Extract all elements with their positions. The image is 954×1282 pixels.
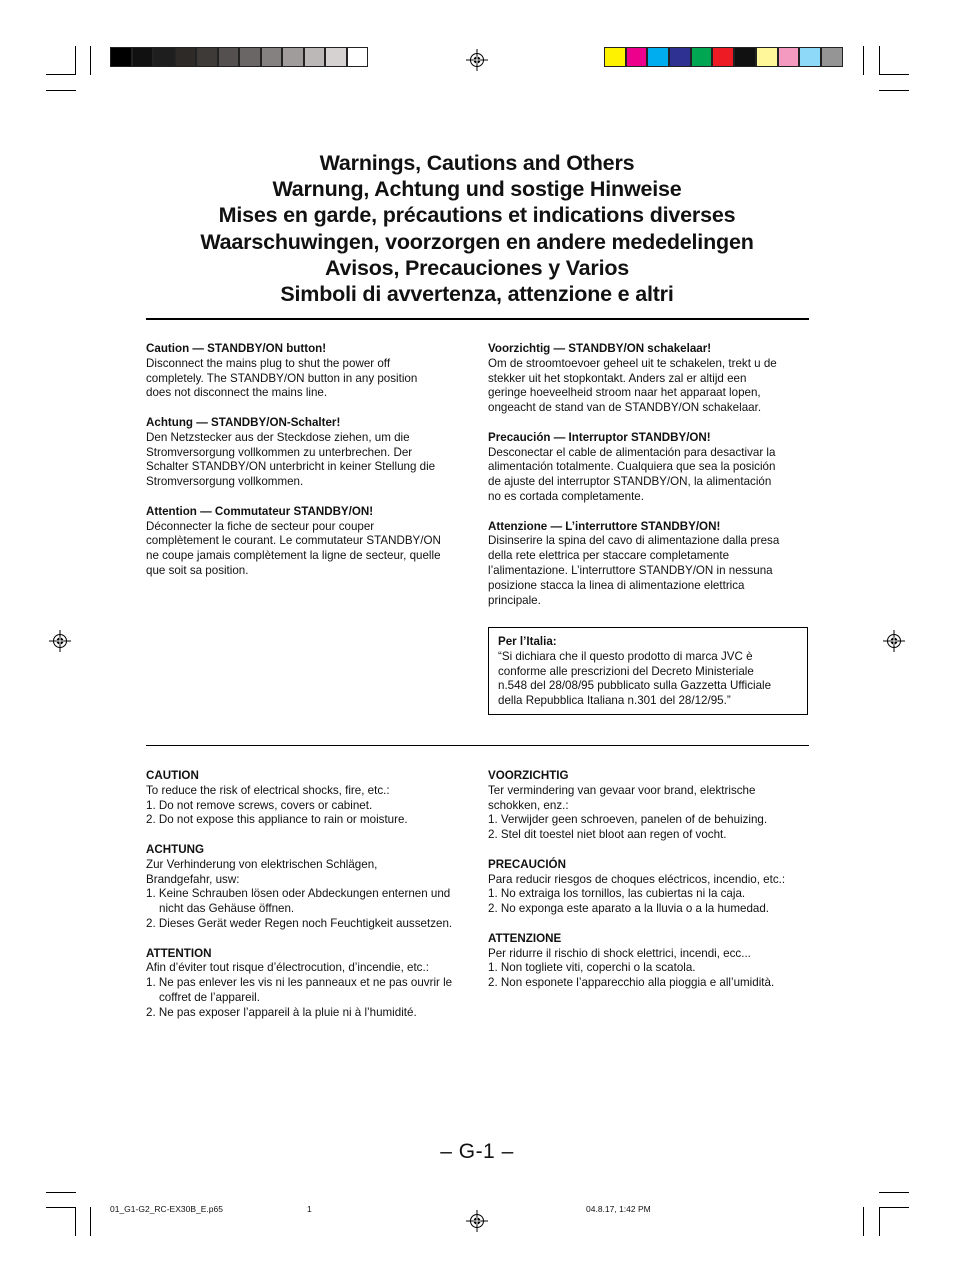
color-calibration-bar bbox=[604, 47, 843, 67]
caution-item: 2. Do not expose this appliance to rain or moisture. bbox=[146, 813, 408, 827]
box-line: n.548 del 28/08/95 pubblicato sulla Gazzetta Ufficiale bbox=[498, 679, 772, 693]
note-line: della rete elettrica per staccare completamente bbox=[488, 549, 730, 563]
caution-intro: Afin d’éviter tout risque d’électrocution, d’incendie, etc.: bbox=[146, 961, 429, 975]
caution-heading: PRECAUCIÓN bbox=[488, 857, 566, 871]
standby-note-de bbox=[146, 416, 476, 490]
color-swatch bbox=[626, 47, 648, 67]
color-swatch bbox=[778, 47, 800, 67]
note-line: Desconectar el cable de alimentación para desactivar la bbox=[488, 445, 776, 459]
color-swatch bbox=[282, 47, 304, 67]
caution-item: 2. No exponga este aparato a la lluvia o a la humedad. bbox=[488, 902, 770, 916]
caution-item: 1. Non togliete viti, coperchi o la scatola. bbox=[488, 961, 696, 975]
note-line: Schalter STANDBY/ON unterbricht in keiner Stellung die bbox=[146, 460, 436, 474]
color-swatch bbox=[347, 47, 369, 67]
caution-heading: CAUTION bbox=[146, 769, 199, 782]
color-swatch bbox=[799, 47, 821, 67]
page-title: Simboli di avvertenza, attenzione e altri bbox=[280, 282, 674, 307]
caution-intro: schokken, enz.: bbox=[488, 798, 569, 812]
color-swatch bbox=[110, 47, 132, 67]
note-heading: Precaución — Interruptor STANDBY/ON! bbox=[488, 430, 711, 444]
color-swatch bbox=[604, 47, 626, 67]
caution-item: 1. Do not remove screws, covers or cabinet. bbox=[146, 798, 373, 812]
caution-intro: To reduce the risk of electrical shocks, fire, etc.: bbox=[146, 783, 390, 797]
color-swatch bbox=[239, 47, 261, 67]
note-heading: Caution — STANDBY/ON button! bbox=[146, 342, 327, 355]
color-swatch bbox=[734, 47, 756, 67]
box-line: conforme alle prescrizioni del Decreto Ministeriale bbox=[498, 664, 754, 678]
caution-intro: Brandgefahr, usw: bbox=[146, 872, 240, 886]
note-line: Disconnect the mains plug to shut the power off bbox=[146, 356, 391, 370]
note-line: Stromversorgung vollkommen zu unterbrechen. Der bbox=[146, 445, 413, 459]
page-title: Waarschuwingen, voorzorgen en andere mededelingen bbox=[200, 229, 754, 254]
color-swatch bbox=[132, 47, 154, 67]
caution-note-en bbox=[146, 769, 471, 828]
standby-column-left bbox=[146, 342, 476, 594]
note-line: complètement le courant. Le commutateur STANDBY/ON bbox=[146, 534, 441, 548]
registration-mark-icon bbox=[466, 1210, 488, 1232]
note-heading: Attention — Commutateur STANDBY/ON! bbox=[146, 504, 374, 518]
note-line: Stromversorgung vollkommen. bbox=[146, 475, 304, 489]
footer-file-name: 01_G1-G2_RC-EX30B_E.p65 bbox=[110, 1204, 223, 1214]
section-divider bbox=[146, 745, 809, 746]
caution-item: 1. Verwijder geen schroeven, panelen of de behuizing. bbox=[488, 813, 768, 827]
color-swatch bbox=[218, 47, 240, 67]
caution-item: 2. Non esponete l’apparecchio alla pioggia e all’umidità. bbox=[488, 976, 775, 990]
standby-note-es bbox=[488, 431, 813, 505]
page-title: Warnings, Cautions and Others bbox=[319, 151, 635, 175]
caution-intro: Ter vermindering van gevaar voor brand, elektrische bbox=[488, 783, 756, 797]
color-swatch bbox=[196, 47, 218, 67]
caution-item: 1. Ne pas enlever les vis ni les panneaux et ne pas ouvrir le coffret de l’appareil. bbox=[146, 976, 453, 1004]
caution-intro: Para reducir riesgos de choques eléctricos, incendio, etc.: bbox=[488, 872, 786, 886]
page-title: Warnung, Achtung und sostige Hinweise bbox=[272, 177, 682, 202]
caution-heading: ATTENTION bbox=[146, 946, 212, 960]
caution-column-right bbox=[488, 769, 813, 1006]
standby-column-right bbox=[488, 342, 813, 623]
box-line: della Repubblica Italiana n.301 del 28/12/95.” bbox=[498, 694, 731, 708]
box-heading: Per l’Italia: bbox=[498, 635, 557, 648]
caution-note-nl bbox=[488, 769, 813, 843]
caution-item: 2. Ne pas exposer l’appareil à la pluie ni à l’humidité. bbox=[146, 1005, 417, 1019]
note-line: does not disconnect the mains line. bbox=[146, 386, 328, 400]
note-line: alimentación totalmente. Cualquiera que sea la posición bbox=[488, 460, 776, 474]
color-swatch bbox=[712, 47, 734, 67]
grayscale-calibration-bar bbox=[110, 47, 368, 67]
page-title: Avisos, Precauciones y Varios bbox=[324, 255, 630, 280]
caution-note-fr bbox=[146, 947, 471, 1021]
note-heading: Attenzione — L’interruttore STANDBY/ON! bbox=[488, 519, 721, 533]
color-swatch bbox=[691, 47, 713, 67]
standby-note-nl bbox=[488, 342, 813, 416]
note-line: Disinserire la spina del cavo di alimentazione dalla presa bbox=[488, 534, 780, 548]
note-heading: Achtung — STANDBY/ON-Schalter! bbox=[146, 415, 341, 429]
color-swatch bbox=[756, 47, 778, 67]
standby-note-en bbox=[146, 342, 476, 401]
color-swatch bbox=[153, 47, 175, 67]
registration-mark-icon bbox=[49, 630, 71, 652]
note-line: posizione stacca la linea di alimentazione elettrica bbox=[488, 578, 745, 592]
page-title-block bbox=[146, 150, 808, 307]
standby-note-fr bbox=[146, 505, 476, 579]
note-line: l’alimentazione. L’interruttore STANDBY/ON in nessuna bbox=[488, 563, 773, 577]
caution-intro: Zur Verhinderung von elektrischen Schlägen, bbox=[146, 857, 378, 871]
note-line: completely. The STANDBY/ON button in any position bbox=[146, 371, 418, 385]
note-line: stekker uit het stopkontakt. Anders zal er altijd een bbox=[488, 371, 747, 385]
registration-mark-icon bbox=[883, 630, 905, 652]
note-line: principale. bbox=[488, 593, 541, 607]
note-line: Den Netzstecker aus der Steckdose ziehen, um die bbox=[146, 430, 410, 444]
caution-note-es bbox=[488, 858, 813, 917]
caution-intro: Per ridurre il rischio di shock elettrici, incendi, ecc... bbox=[488, 946, 751, 960]
color-swatch bbox=[304, 47, 326, 67]
note-line: ongeacht de stand van de STANDBY/ON schakelaar. bbox=[488, 401, 762, 415]
caution-heading: VOORZICHTIG bbox=[488, 769, 569, 782]
note-line: no es cortada completamente. bbox=[488, 489, 644, 503]
registration-mark-icon bbox=[466, 49, 488, 71]
standby-note-it bbox=[488, 520, 813, 609]
note-line: que soit sa position. bbox=[146, 563, 249, 577]
caution-item: 2. Stel dit toestel niet bloot aan regen of vocht. bbox=[488, 828, 727, 842]
footer-page: 1 bbox=[307, 1204, 312, 1214]
italia-declaration-box bbox=[488, 627, 808, 715]
note-heading: Voorzichtig — STANDBY/ON schakelaar! bbox=[488, 342, 712, 355]
caution-item: 1. Keine Schrauben lösen oder Abdeckungen enternen und nicht das Gehäuse öffnen. bbox=[146, 887, 451, 916]
caution-item: 2. Dieses Gerät weder Regen noch Feuchtigkeit aussetzen. bbox=[146, 916, 453, 930]
footer-date: 04.8.17, 1:42 PM bbox=[586, 1204, 651, 1214]
color-swatch bbox=[821, 47, 843, 67]
color-swatch bbox=[175, 47, 197, 67]
caution-note-de bbox=[146, 843, 471, 932]
color-swatch bbox=[261, 47, 283, 67]
color-swatch bbox=[647, 47, 669, 67]
page-title: Mises en garde, précautions et indications diverses bbox=[218, 203, 736, 228]
page-number: – G-1 – bbox=[440, 1140, 514, 1163]
note-line: Om de stroomtoevoer geheel uit te schakelen, trekt u de bbox=[488, 356, 777, 370]
note-line: ne coupe jamais complètement la ligne de secteur, quelle bbox=[146, 549, 441, 563]
box-line: “Si dichiara che il questo prodotto di marca JVC è bbox=[498, 649, 753, 663]
color-swatch bbox=[669, 47, 691, 67]
title-divider bbox=[146, 318, 809, 320]
note-line: Déconnecter la fiche de secteur pour couper bbox=[146, 519, 375, 533]
caution-item: 1. No extraiga los tornillos, las cubiertas ni la caja. bbox=[488, 887, 746, 901]
note-line: de ajuste del interruptor STANDBY/ON, la alimentación bbox=[488, 475, 772, 489]
note-line: geringe hoeveelheid stroom naar het apparaat lopen, bbox=[488, 386, 761, 400]
caution-heading: ACHTUNG bbox=[146, 842, 204, 856]
caution-heading: ATTENZIONE bbox=[488, 931, 562, 945]
caution-note-it bbox=[488, 932, 813, 991]
caution-column-left bbox=[146, 769, 471, 1035]
color-swatch bbox=[325, 47, 347, 67]
